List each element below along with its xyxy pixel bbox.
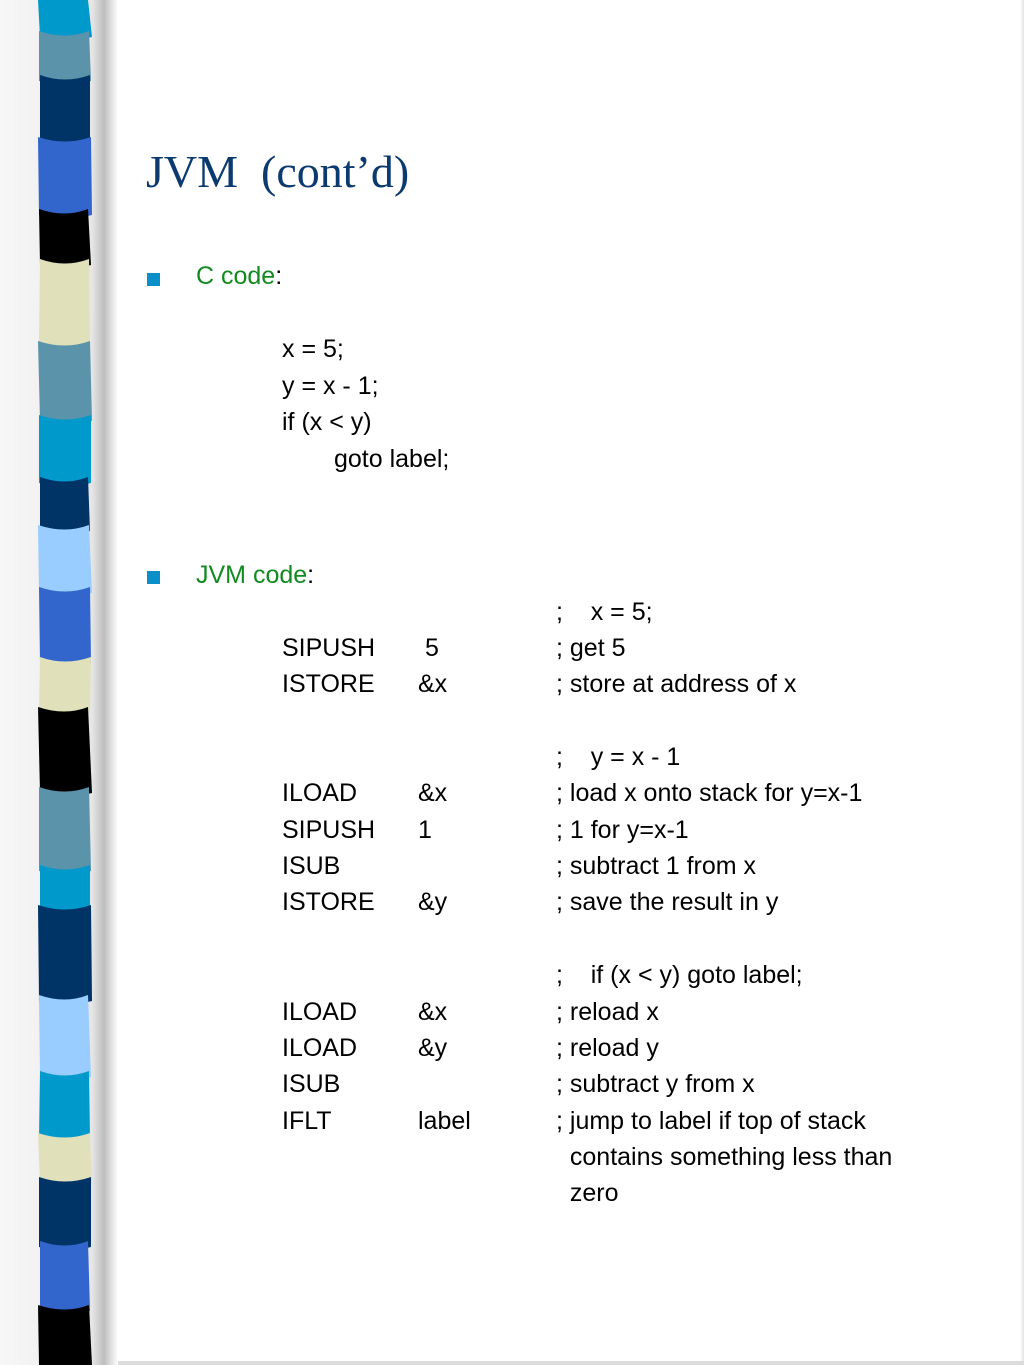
jvm-comment: ; y = x - 1 <box>556 743 681 771</box>
c-code-line: y = x - 1; <box>282 372 379 400</box>
jvm-opcode: IFLT <box>282 1107 332 1135</box>
slide-title: JVM (cont’d) <box>146 146 410 197</box>
stripe-band-segment <box>38 905 92 1005</box>
jvm-operand: 5 <box>418 634 439 662</box>
jvm-operand: &x <box>418 779 448 807</box>
jvm-comment: zero <box>556 1179 619 1207</box>
stripe-band-segment <box>39 1071 90 1143</box>
jvm-operand: &y <box>418 888 448 916</box>
jvm-code-colon: : <box>307 561 315 589</box>
jvm-operand: 1 <box>418 816 432 844</box>
stripe-band-segment <box>39 209 91 269</box>
decorative-stripe-band <box>0 0 118 1365</box>
c-code-label: C code <box>196 262 276 290</box>
jvm-opcode: ILOAD <box>282 1034 358 1062</box>
stripe-band-segment <box>39 1177 91 1251</box>
jvm-comment: ; jump to label if top of stack <box>556 1107 866 1135</box>
jvm-comment: ; load x onto stack for y=x-1 <box>556 779 863 807</box>
jvm-opcode: ISTORE <box>282 888 375 916</box>
jvm-operand: &y <box>418 1034 448 1062</box>
stripe-band-segment <box>38 525 92 597</box>
jvm-comment: ; reload y <box>556 1034 659 1062</box>
jvm-comment: ; x = 5; <box>556 598 653 626</box>
jvm-opcode: ILOAD <box>282 779 358 807</box>
jvm-code-heading <box>196 557 314 593</box>
jvm-opcode: SIPUSH <box>282 634 376 662</box>
bullet-square-icon <box>147 273 160 286</box>
jvm-operand: &x <box>418 670 448 698</box>
stripe-band-segment <box>39 657 91 717</box>
jvm-comment: ; get 5 <box>556 634 626 662</box>
stripe-band-segment <box>40 477 90 535</box>
c-code-line: if (x < y) <box>282 408 372 436</box>
stripe-band-segment <box>39 787 91 875</box>
jvm-comment: ; if (x < y) goto label; <box>556 961 803 989</box>
jvm-opcode: ISUB <box>282 852 341 880</box>
c-code-line: x = 5; <box>282 335 344 363</box>
jvm-operand: label <box>418 1107 471 1135</box>
jvm-comment: ; reload x <box>556 998 659 1026</box>
stripe-band-segment <box>40 75 90 147</box>
jvm-opcode: ILOAD <box>282 998 358 1026</box>
jvm-opcode: ISTORE <box>282 670 375 698</box>
c-code-line: goto label; <box>334 445 450 473</box>
jvm-comment: contains something less than <box>556 1143 893 1171</box>
jvm-opcode: ISUB <box>282 1070 341 1098</box>
stripe-band-segment <box>40 865 90 915</box>
jvm-operand: &x <box>418 998 448 1026</box>
jvm-comment: ; save the result in y <box>556 888 779 916</box>
jvm-comment: ; 1 for y=x-1 <box>556 816 689 844</box>
stripe-band-segment <box>39 259 90 351</box>
jvm-comment: ; store at address of x <box>556 670 797 698</box>
stripe-band-segment <box>38 1305 92 1365</box>
jvm-comment: ; subtract y from x <box>556 1070 755 1098</box>
page-edge <box>1020 0 1024 1365</box>
jvm-comment: ; subtract 1 from x <box>556 852 757 880</box>
stripe-band-segment <box>38 1133 92 1187</box>
c-code-heading <box>196 258 282 294</box>
bullet-square-icon <box>147 571 160 584</box>
c-code-colon: : <box>275 262 283 290</box>
stripe-band-segment <box>40 1241 90 1315</box>
stripe-band-segment <box>38 137 92 219</box>
stripe-band-segment <box>38 341 92 425</box>
stripe-band-segment <box>39 415 91 487</box>
stripe-band-segment <box>39 587 91 667</box>
stripe-band-segment <box>39 995 91 1081</box>
page-bottom-edge <box>118 1361 1024 1365</box>
stripe-band-segment <box>38 707 92 797</box>
jvm-code-label: JVM code <box>196 561 308 589</box>
jvm-opcode: SIPUSH <box>282 816 376 844</box>
stripe-band-segment <box>39 31 91 85</box>
